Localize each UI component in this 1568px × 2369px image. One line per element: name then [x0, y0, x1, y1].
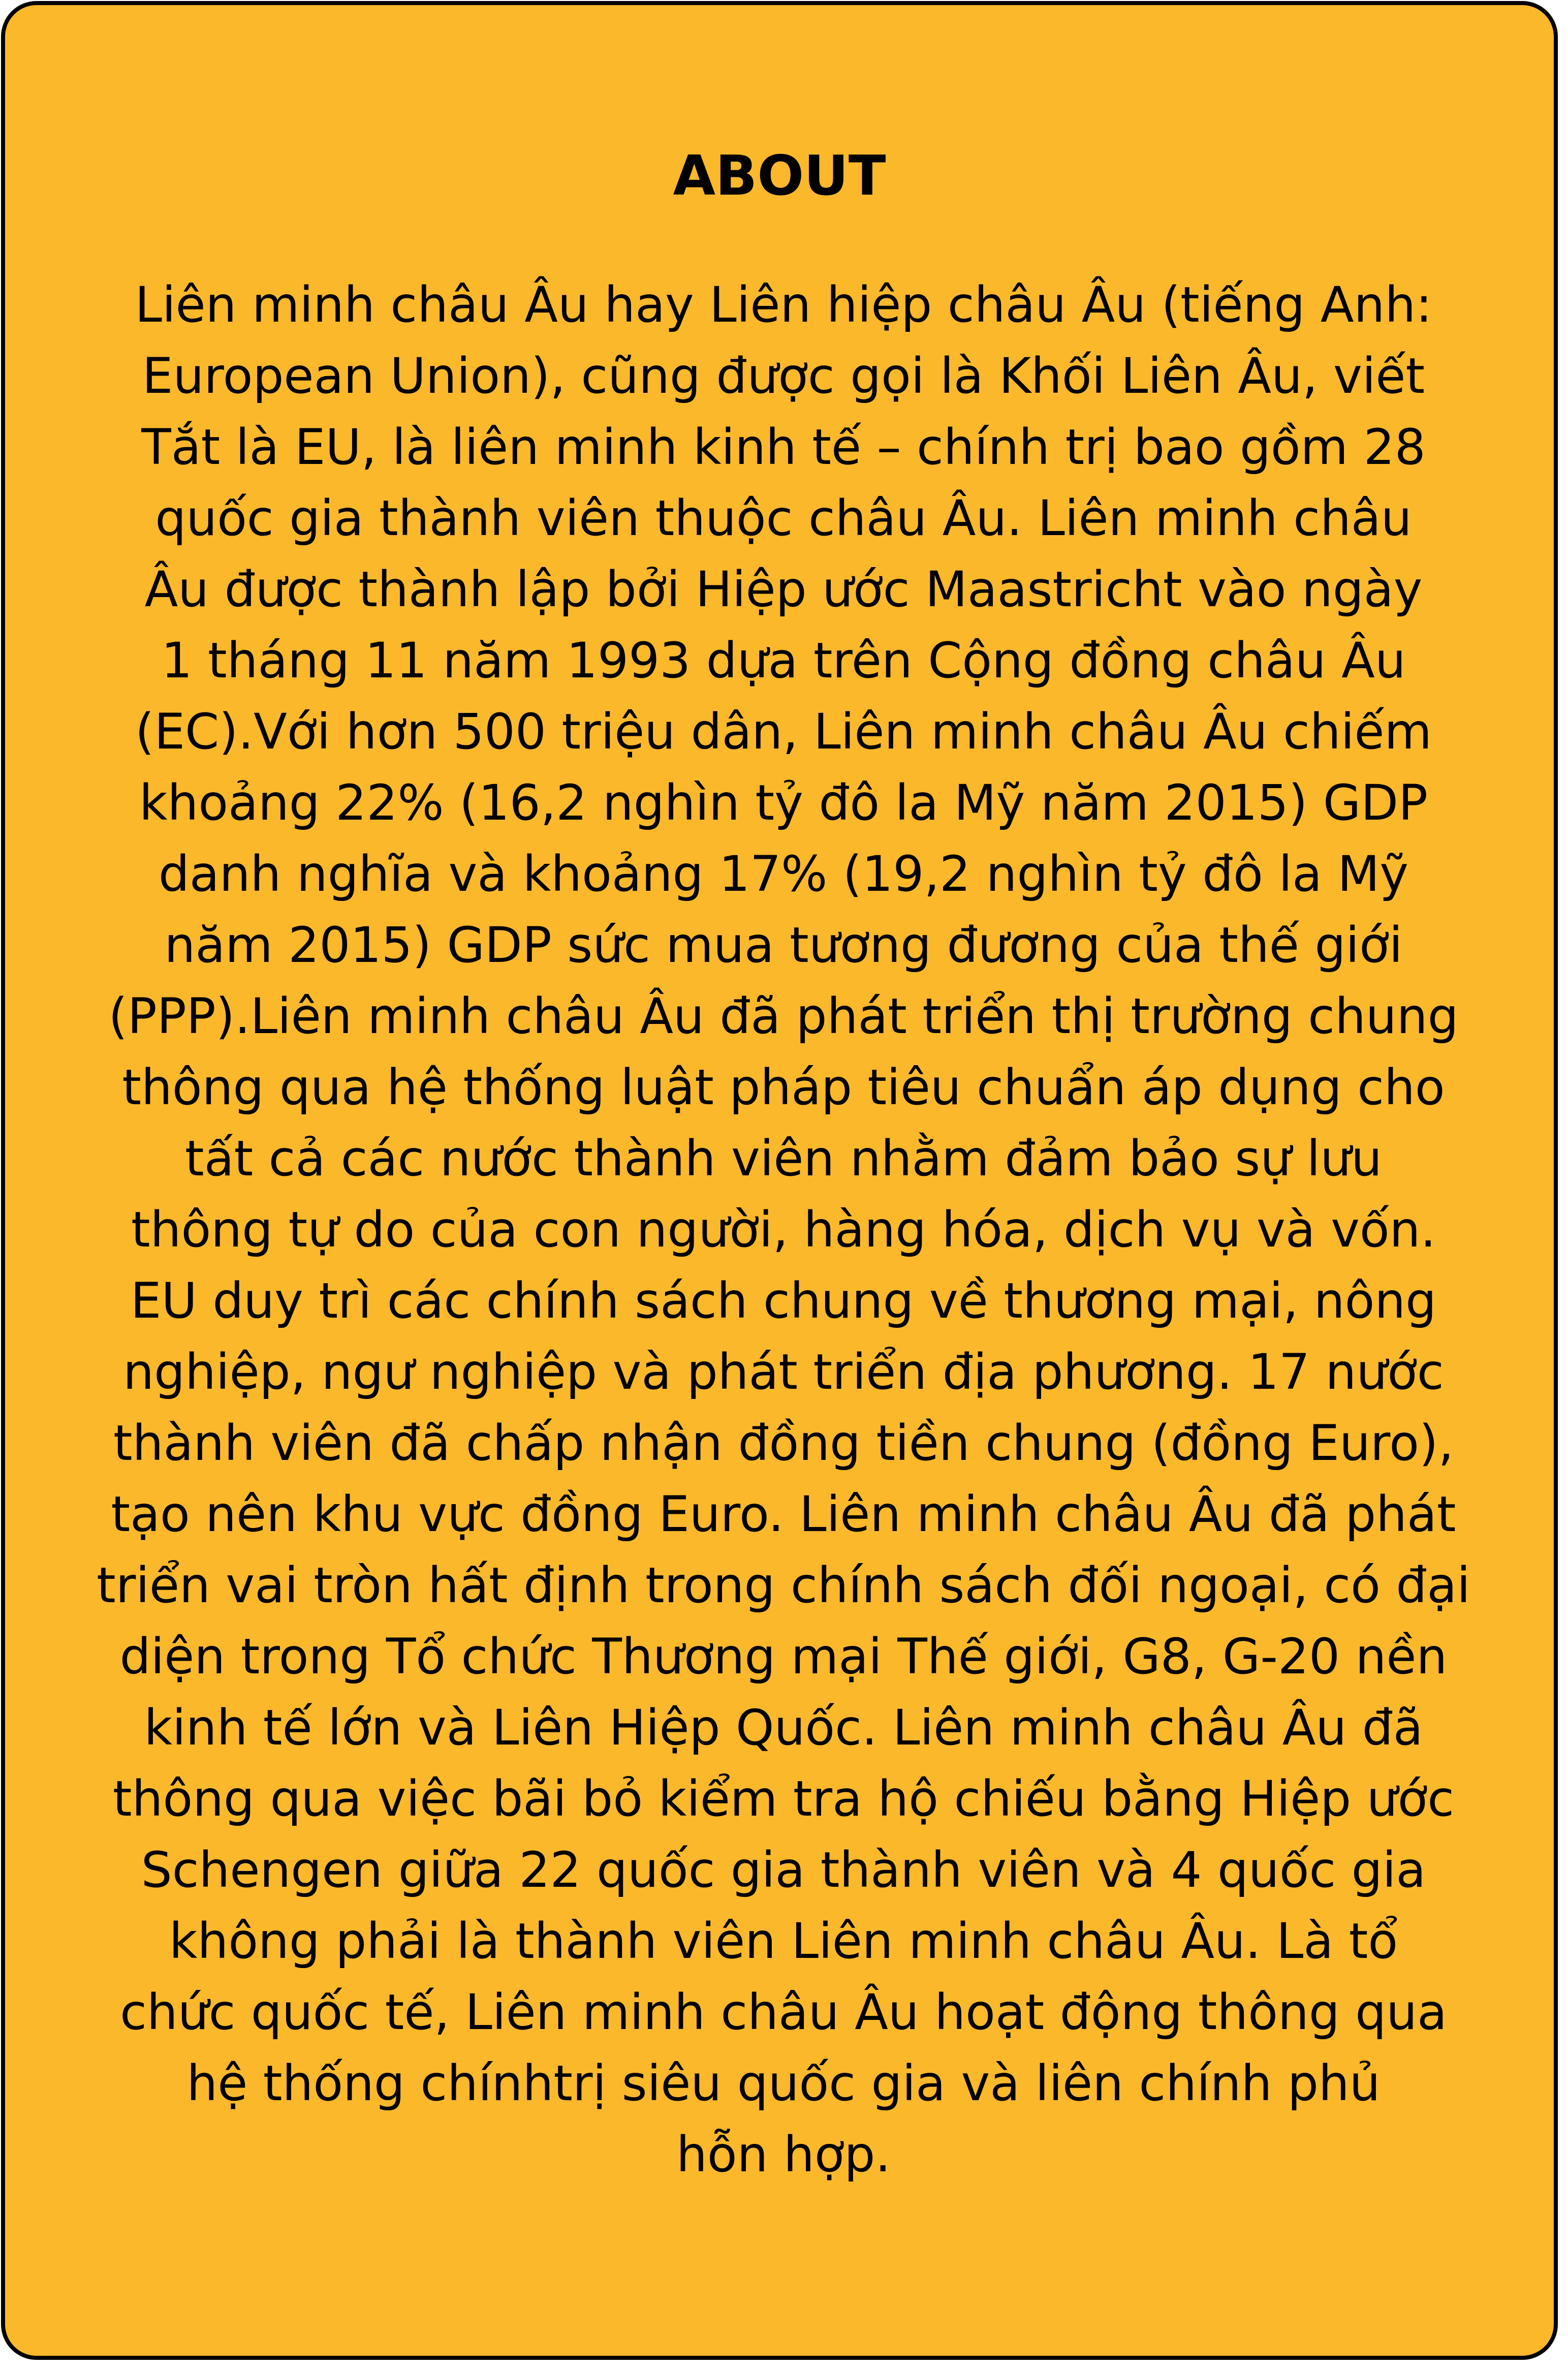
body-line: diện trong Tổ chức Thương mại Thế giới, G8, G-20 nền: [119, 1628, 1448, 1685]
body-line: thành viên đã chấp nhận đồng tiền chung (đồng Euro),: [113, 1415, 1454, 1472]
body-line: năm 2015) GDP sức mua tương đương của thế giới: [164, 917, 1403, 974]
body-line: Tắt là EU, là liên minh kinh tế – chính trị bao gồm 28: [141, 419, 1426, 476]
body-line: Schengen giữa 22 quốc gia thành viên và 4 quốc gia: [141, 1842, 1426, 1898]
body-line: thông tự do của con người, hàng hóa, dịch vụ và vốn.: [131, 1201, 1436, 1258]
body-line: 1 tháng 11 năm 1993 dựa trên Cộng đồng châu Âu: [161, 632, 1406, 689]
about-body: [41, 269, 1526, 2190]
body-line: không phải là thành viên Liên minh châu Âu. Là tổ: [169, 1913, 1398, 1970]
body-line: tạo nên khu vực đồng Euro. Liên minh châu Âu đã phát: [111, 1486, 1456, 1543]
body-line: hỗn hợp.: [676, 2126, 891, 2183]
body-line: chức quốc tế, Liên minh châu Âu hoạt động thông qua: [120, 1984, 1447, 2041]
body-line: triển vai tròn hất định trong chính sách đối ngoại, có đại: [97, 1557, 1470, 1614]
about-title: ABOUT: [673, 144, 886, 208]
body-line: quốc gia thành viên thuộc châu Âu. Liên minh châu: [155, 490, 1412, 547]
body-line: EU duy trì các chính sách chung về thương mại, nông: [130, 1272, 1437, 1329]
about-card: [1, 1, 1558, 2360]
body-line: danh nghĩa và khoảng 17% (19,2 nghìn tỷ đô la Mỹ: [158, 846, 1409, 902]
body-line: khoảng 22% (16,2 nghìn tỷ đô la Mỹ năm 2015) GDP: [139, 774, 1428, 831]
body-line: thông qua hệ thống luật pháp tiêu chuẩn áp dụng cho: [122, 1059, 1445, 1116]
body-line: thông qua việc bãi bỏ kiểm tra hộ chiếu bằng Hiệp ước: [112, 1770, 1455, 1827]
body-line: tất cả các nước thành viên nhằm đảm bảo sự lưu: [185, 1130, 1382, 1187]
body-line: Âu được thành lập bởi Hiệp ước Maastricht vào ngày: [144, 561, 1423, 618]
body-line: European Union), cũng được gọi là Khối Liên Âu, viết: [142, 348, 1425, 404]
body-line: Liên minh châu Âu hay Liên hiệp châu Âu (tiếng Anh:: [135, 276, 1432, 333]
body-line: kinh tế lớn và Liên Hiệp Quốc. Liên minh châu Âu đã: [144, 1699, 1423, 1756]
body-line: (PPP).Liên minh châu Âu đã phát triển thị trường chung: [108, 988, 1459, 1045]
body-line: hệ thống chínhtrị siêu quốc gia và liên chính phủ: [186, 2055, 1381, 2112]
body-line: nghiệp, ngư nghiệp và phát triển địa phương. 17 nước: [123, 1344, 1444, 1400]
body-line: (EC).Với hơn 500 triệu dân, Liên minh châu Âu chiếm: [135, 703, 1432, 760]
